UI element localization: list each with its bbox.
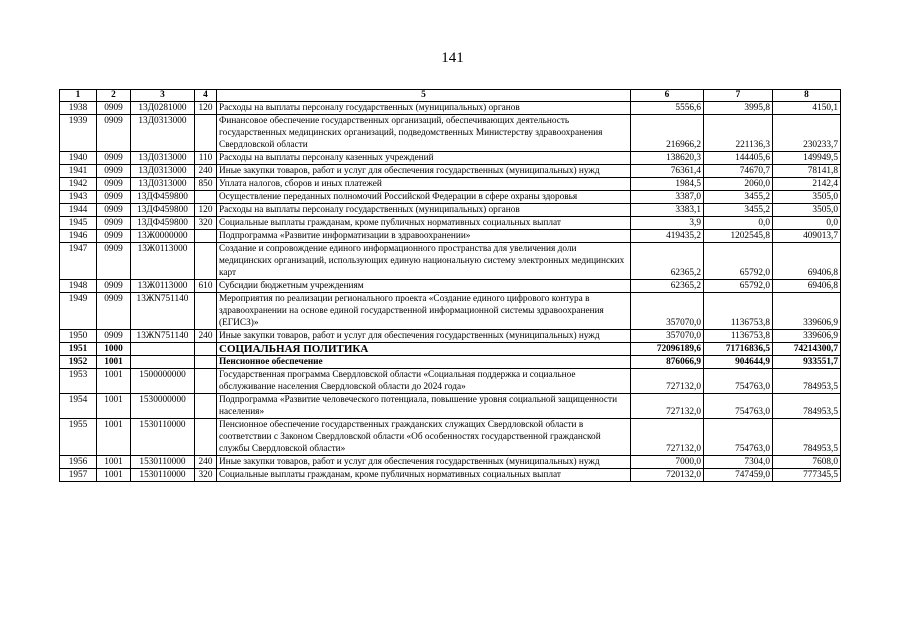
expense-type-code xyxy=(195,343,217,356)
item-name: Подпрограмма «Развитие человеческого потенциала, повышение уровня социальной защищенности населения» xyxy=(217,394,631,419)
amount-col-6: 3,9 xyxy=(631,217,704,230)
amount-col-8: 3505,0 xyxy=(773,204,841,217)
section-code: 0909 xyxy=(97,230,131,243)
item-name: Социальные выплаты гражданам, кроме публичных нормативных социальных выплат xyxy=(217,469,631,482)
row-number: 1938 xyxy=(60,102,97,115)
section-code: 1001 xyxy=(97,394,131,419)
header-col-5: 5 xyxy=(217,90,631,102)
target-article-code: 1530110000 xyxy=(131,469,195,482)
item-name: Пенсионное обеспечение xyxy=(217,356,631,369)
header-col-7: 7 xyxy=(704,90,773,102)
amount-col-7: 3995,8 xyxy=(704,102,773,115)
expense-type-code: 120 xyxy=(195,102,217,115)
item-name: Иные закупки товаров, работ и услуг для обеспечения государственных (муниципальных) нужд xyxy=(217,330,631,343)
amount-col-6: 419435,2 xyxy=(631,230,704,243)
expense-type-code: 120 xyxy=(195,204,217,217)
amount-col-8: 3505,0 xyxy=(773,191,841,204)
header-row xyxy=(60,90,841,102)
target-article-code: 13Д0281000 xyxy=(131,102,195,115)
amount-col-8: 784953,5 xyxy=(773,419,841,456)
target-article-code: 13ДФ459800 xyxy=(131,217,195,230)
section-code: 0909 xyxy=(97,243,131,280)
amount-col-6: 138620,3 xyxy=(631,152,704,165)
header-col-4: 4 xyxy=(195,90,217,102)
amount-col-7: 1136753,8 xyxy=(704,293,773,330)
table-row xyxy=(60,469,841,482)
table-row xyxy=(60,356,841,369)
section-code: 0909 xyxy=(97,115,131,152)
amount-col-6: 3383,1 xyxy=(631,204,704,217)
amount-col-8: 78141,8 xyxy=(773,165,841,178)
amount-col-7: 3455,2 xyxy=(704,191,773,204)
item-name: Пенсионное обеспечение государственных гражданских служащих Свердловской области в соответствии с Законом Свердловской области «Об особенностях государственной гражданской службы Свердловской области» xyxy=(217,419,631,456)
row-number: 1947 xyxy=(60,243,97,280)
budget-table xyxy=(59,89,841,482)
row-number: 1948 xyxy=(60,280,97,293)
section-code: 1001 xyxy=(97,356,131,369)
header-col-8: 8 xyxy=(773,90,841,102)
amount-col-7: 221136,3 xyxy=(704,115,773,152)
table-row xyxy=(60,343,841,356)
table-row xyxy=(60,178,841,191)
row-number: 1945 xyxy=(60,217,97,230)
item-name: Уплата налогов, сборов и иных платежей xyxy=(217,178,631,191)
target-article-code: 13ЖN751140 xyxy=(131,293,195,330)
target-article-code: 1530000000 xyxy=(131,394,195,419)
table-row xyxy=(60,230,841,243)
row-number: 1949 xyxy=(60,293,97,330)
target-article-code: 13Ж0113000 xyxy=(131,243,195,280)
item-name: Социальные выплаты гражданам, кроме публичных нормативных социальных выплат xyxy=(217,217,631,230)
item-name: Финансовое обеспечение государственных организаций, обеспечивающих деятельность государственных медицинских организаций, подведомственных Министерству здравоохранения Свердловской области xyxy=(217,115,631,152)
section-code: 0909 xyxy=(97,102,131,115)
amount-col-8: 230233,7 xyxy=(773,115,841,152)
item-name: Расходы на выплаты персоналу казенных учреждений xyxy=(217,152,631,165)
expense-type-code xyxy=(195,419,217,456)
amount-col-8: 777345,5 xyxy=(773,469,841,482)
item-name: Субсидии бюджетным учреждениям xyxy=(217,280,631,293)
table-row xyxy=(60,115,841,152)
row-number: 1942 xyxy=(60,178,97,191)
expense-type-code: 320 xyxy=(195,217,217,230)
expense-type-code: 850 xyxy=(195,178,217,191)
table-row xyxy=(60,217,841,230)
amount-col-8: 4150,1 xyxy=(773,102,841,115)
table-row xyxy=(60,191,841,204)
amount-col-8: 784953,5 xyxy=(773,369,841,394)
row-number: 1956 xyxy=(60,456,97,469)
amount-col-7: 0,0 xyxy=(704,217,773,230)
amount-col-8: 69406,8 xyxy=(773,280,841,293)
table-body xyxy=(60,102,841,482)
amount-col-8: 2142,4 xyxy=(773,178,841,191)
amount-col-6: 727132,0 xyxy=(631,394,704,419)
amount-col-7: 1202545,8 xyxy=(704,230,773,243)
expense-type-code xyxy=(195,115,217,152)
table-row xyxy=(60,204,841,217)
header-col-1: 1 xyxy=(60,90,97,102)
header-col-6: 6 xyxy=(631,90,704,102)
amount-col-6: 62365,2 xyxy=(631,243,704,280)
amount-col-7: 65792,0 xyxy=(704,243,773,280)
table-row xyxy=(60,102,841,115)
item-name: Подпрограмма «Развитие информатизации в здравоохранении» xyxy=(217,230,631,243)
target-article-code: 1530110000 xyxy=(131,456,195,469)
row-number: 1957 xyxy=(60,469,97,482)
table-row xyxy=(60,369,841,394)
amount-col-8: 149949,5 xyxy=(773,152,841,165)
target-article-code: 13ДФ459800 xyxy=(131,191,195,204)
target-article-code: 13Ж0113000 xyxy=(131,280,195,293)
row-number: 1940 xyxy=(60,152,97,165)
amount-col-7: 904644,9 xyxy=(704,356,773,369)
expense-type-code: 320 xyxy=(195,469,217,482)
item-name: СОЦИАЛЬНАЯ ПОЛИТИКА xyxy=(217,343,631,356)
amount-col-6: 357070,0 xyxy=(631,330,704,343)
section-code: 0909 xyxy=(97,280,131,293)
table-row xyxy=(60,243,841,280)
item-name: Мероприятия по реализации регионального проекта «Создание единого цифрового контура в здравоохранении на основе единой государственной информационной системы здравоохранения (ЕГИСЗ)» xyxy=(217,293,631,330)
amount-col-8: 7608,0 xyxy=(773,456,841,469)
amount-col-7: 2060,0 xyxy=(704,178,773,191)
section-code: 1001 xyxy=(97,469,131,482)
amount-col-6: 1984,5 xyxy=(631,178,704,191)
amount-col-8: 0,0 xyxy=(773,217,841,230)
item-name: Создание и сопровождение единого информационного пространства для увеличения доли медицинских организаций, использующих единую национальную систему электронных медицинских карт xyxy=(217,243,631,280)
amount-col-8: 74214300,7 xyxy=(773,343,841,356)
table-row xyxy=(60,419,841,456)
row-number: 1951 xyxy=(60,343,97,356)
row-number: 1944 xyxy=(60,204,97,217)
row-number: 1946 xyxy=(60,230,97,243)
amount-col-8: 409013,7 xyxy=(773,230,841,243)
row-number: 1943 xyxy=(60,191,97,204)
target-article-code: 13ДФ459800 xyxy=(131,204,195,217)
section-code: 0909 xyxy=(97,165,131,178)
table-row xyxy=(60,152,841,165)
amount-col-8: 933551,7 xyxy=(773,356,841,369)
target-article-code: 13Д0313000 xyxy=(131,115,195,152)
amount-col-7: 754763,0 xyxy=(704,419,773,456)
section-code: 0909 xyxy=(97,152,131,165)
amount-col-7: 754763,0 xyxy=(704,369,773,394)
section-code: 0909 xyxy=(97,204,131,217)
table-row xyxy=(60,394,841,419)
target-article-code: 1530110000 xyxy=(131,419,195,456)
expense-type-code xyxy=(195,191,217,204)
amount-col-7: 747459,0 xyxy=(704,469,773,482)
expense-type-code: 240 xyxy=(195,165,217,178)
target-article-code: 13Д0313000 xyxy=(131,178,195,191)
section-code: 0909 xyxy=(97,191,131,204)
amount-col-6: 727132,0 xyxy=(631,419,704,456)
amount-col-6: 72096189,6 xyxy=(631,343,704,356)
target-article-code xyxy=(131,343,195,356)
amount-col-8: 69406,8 xyxy=(773,243,841,280)
target-article-code: 13Д0313000 xyxy=(131,165,195,178)
item-name: Государственная программа Свердловской области «Социальная поддержка и социальное обслуживание населения Свердловской области до 2024 года» xyxy=(217,369,631,394)
expense-type-code xyxy=(195,293,217,330)
section-code: 1000 xyxy=(97,343,131,356)
row-number: 1954 xyxy=(60,394,97,419)
target-article-code: 13ЖN751140 xyxy=(131,330,195,343)
row-number: 1952 xyxy=(60,356,97,369)
section-code: 0909 xyxy=(97,293,131,330)
section-code: 0909 xyxy=(97,178,131,191)
amount-col-7: 74670,7 xyxy=(704,165,773,178)
item-name: Расходы на выплаты персоналу государственных (муниципальных) органов xyxy=(217,204,631,217)
row-number: 1939 xyxy=(60,115,97,152)
target-article-code: 13Д0313000 xyxy=(131,152,195,165)
header-col-2: 2 xyxy=(97,90,131,102)
row-number: 1941 xyxy=(60,165,97,178)
amount-col-6: 62365,2 xyxy=(631,280,704,293)
header-col-3: 3 xyxy=(131,90,195,102)
amount-col-7: 3455,2 xyxy=(704,204,773,217)
expense-type-code xyxy=(195,230,217,243)
item-name: Иные закупки товаров, работ и услуг для обеспечения государственных (муниципальных) нужд xyxy=(217,165,631,178)
target-article-code xyxy=(131,356,195,369)
expense-type-code xyxy=(195,356,217,369)
expense-type-code xyxy=(195,394,217,419)
amount-col-6: 7000,0 xyxy=(631,456,704,469)
section-code: 0909 xyxy=(97,217,131,230)
expense-type-code: 610 xyxy=(195,280,217,293)
item-name: Иные закупки товаров, работ и услуг для обеспечения государственных (муниципальных) нужд xyxy=(217,456,631,469)
table-row xyxy=(60,330,841,343)
amount-col-6: 720132,0 xyxy=(631,469,704,482)
item-name: Расходы на выплаты персоналу государственных (муниципальных) органов xyxy=(217,102,631,115)
section-code: 1001 xyxy=(97,369,131,394)
item-name: Осуществление переданных полномочий Российской Федерации в сфере охраны здоровья xyxy=(217,191,631,204)
target-article-code: 1500000000 xyxy=(131,369,195,394)
expense-type-code: 240 xyxy=(195,330,217,343)
row-number: 1955 xyxy=(60,419,97,456)
amount-col-7: 144405,6 xyxy=(704,152,773,165)
amount-col-6: 357070,0 xyxy=(631,293,704,330)
target-article-code: 13Ж0000000 xyxy=(131,230,195,243)
amount-col-6: 5556,6 xyxy=(631,102,704,115)
amount-col-7: 7304,0 xyxy=(704,456,773,469)
amount-col-7: 65792,0 xyxy=(704,280,773,293)
page-number: 141 xyxy=(441,50,464,66)
table-row xyxy=(60,280,841,293)
expense-type-code xyxy=(195,369,217,394)
amount-col-7: 754763,0 xyxy=(704,394,773,419)
row-number: 1953 xyxy=(60,369,97,394)
expense-type-code xyxy=(195,243,217,280)
table-row xyxy=(60,165,841,178)
amount-col-7: 1136753,8 xyxy=(704,330,773,343)
amount-col-8: 339606,9 xyxy=(773,330,841,343)
expense-type-code: 110 xyxy=(195,152,217,165)
amount-col-6: 727132,0 xyxy=(631,369,704,394)
section-code: 0909 xyxy=(97,330,131,343)
amount-col-8: 784953,5 xyxy=(773,394,841,419)
amount-col-7: 71716836,5 xyxy=(704,343,773,356)
section-code: 1001 xyxy=(97,419,131,456)
table-row xyxy=(60,293,841,330)
expense-type-code: 240 xyxy=(195,456,217,469)
row-number: 1950 xyxy=(60,330,97,343)
table-row xyxy=(60,456,841,469)
amount-col-6: 876066,9 xyxy=(631,356,704,369)
amount-col-6: 76361,4 xyxy=(631,165,704,178)
section-code: 1001 xyxy=(97,456,131,469)
amount-col-8: 339606,9 xyxy=(773,293,841,330)
amount-col-6: 3387,0 xyxy=(631,191,704,204)
amount-col-6: 216966,2 xyxy=(631,115,704,152)
